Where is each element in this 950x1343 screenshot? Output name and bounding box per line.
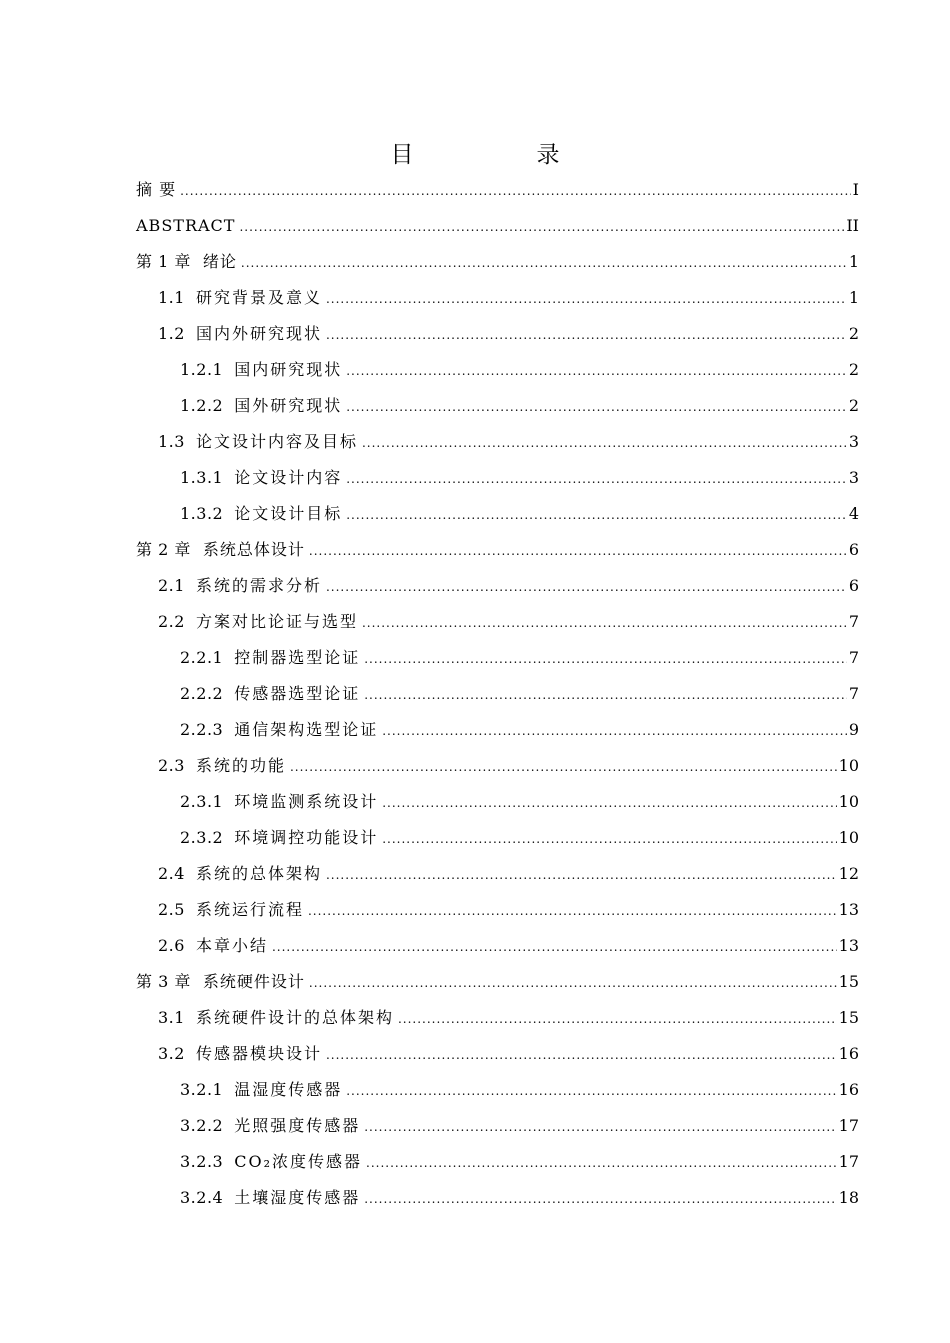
toc-entry[interactable]	[136, 1108, 859, 1144]
toc-entry-page-number: 13	[838, 900, 859, 919]
toc-entry-page-number: 7	[848, 684, 859, 703]
toc-entry-page-number: 16	[838, 1080, 859, 1099]
toc-entry-page-number: 18	[838, 1188, 859, 1207]
toc-entry-title: 系统总体设计	[202, 540, 305, 559]
dot-leader	[398, 1001, 837, 1037]
toc-entry[interactable]	[136, 208, 859, 244]
toc-entry-number: 1.2.1	[180, 360, 224, 379]
toc-entry-number: 2.4	[158, 864, 185, 883]
toc-entry-page-number: 17	[838, 1116, 859, 1135]
toc-entry-number: 1.3.1	[180, 468, 224, 487]
toc-entry-number: 2.2	[158, 612, 185, 631]
dot-leader	[382, 821, 836, 857]
toc-entry[interactable]	[136, 388, 859, 424]
toc-entry-title: 国外研究现状	[234, 396, 343, 415]
toc-entry-number: 2.3.1	[180, 792, 224, 811]
dot-leader	[364, 1109, 836, 1145]
toc-entry-number: 第 2 章	[136, 540, 191, 559]
toc-entry-number: 2.5	[158, 900, 185, 919]
toc-entry-title: 论文设计内容	[234, 468, 343, 487]
dot-leader	[346, 353, 847, 389]
toc-entry[interactable]	[136, 568, 859, 604]
dot-leader	[309, 533, 847, 569]
toc-entry-page-number: 2	[848, 324, 859, 343]
toc-entry[interactable]	[136, 280, 859, 316]
toc-entry-page-number: 2	[848, 360, 859, 379]
dot-leader	[326, 317, 847, 353]
toc-entry-page-number: 10	[838, 756, 859, 775]
dot-leader	[362, 605, 847, 641]
toc-entry-title: 环境调控功能设计	[234, 828, 379, 847]
dot-leader	[366, 1145, 837, 1181]
page-title: 目 录	[390, 142, 610, 168]
toc-entry-title: 系统硬件设计	[202, 972, 305, 991]
toc-entry[interactable]	[136, 532, 859, 568]
dot-leader	[346, 461, 847, 497]
dot-leader	[272, 929, 837, 965]
dot-leader	[326, 569, 847, 605]
toc-entry-number: 1.2.2	[180, 396, 224, 415]
toc-entry-title: 方案对比论证与选型	[195, 612, 358, 631]
toc-entry[interactable]	[136, 172, 859, 208]
toc-entry-number: 2.2.3	[180, 720, 224, 739]
toc-entry-title: 控制器选型论证	[234, 648, 361, 667]
toc-entry-title: 光照强度传感器	[234, 1116, 361, 1135]
toc-entry-title: 温湿度传感器	[234, 1080, 343, 1099]
toc-entry[interactable]	[136, 1072, 859, 1108]
toc-entry[interactable]	[136, 1000, 859, 1036]
toc-entry-title: 传感器模块设计	[195, 1044, 322, 1063]
toc-entry-number: 第 3 章	[136, 972, 191, 991]
toc-entry[interactable]	[136, 892, 859, 928]
toc-entry-title: 系统的功能	[195, 756, 286, 775]
toc-entry[interactable]	[136, 712, 859, 748]
dot-leader	[326, 281, 847, 317]
toc-entry-page-number: 2	[848, 396, 859, 415]
toc-entry[interactable]	[136, 244, 859, 280]
dot-leader	[364, 677, 847, 713]
toc-entry-page-number: 15	[838, 972, 859, 991]
toc-entry-number: 1.3.2	[180, 504, 224, 523]
toc-entry-page-number: 6	[848, 576, 859, 595]
toc-entry-title: 论文设计目标	[234, 504, 343, 523]
toc-entry-number: 3.1	[158, 1008, 185, 1027]
toc-entry-page-number: 7	[848, 612, 859, 631]
toc-entry-number: 1.3	[158, 432, 185, 451]
dot-leader	[346, 389, 847, 425]
toc-entry-page-number: 12	[838, 864, 859, 883]
toc-entry[interactable]	[136, 1144, 859, 1180]
toc-entry-title: 摘 要	[136, 180, 177, 199]
toc-entry-number: 2.3.2	[180, 828, 224, 847]
toc-entry-title: CO₂浓度传感器	[234, 1152, 362, 1171]
toc-entry-page-number: 17	[838, 1152, 859, 1171]
dot-leader	[382, 785, 836, 821]
toc-entry-title: 论文设计内容及目标	[195, 432, 358, 451]
toc-entry-title: 系统的需求分析	[195, 576, 322, 595]
toc-entry-title: 本章小结	[195, 936, 268, 955]
dot-leader	[309, 965, 837, 1001]
toc-entry-number: 第 1 章	[136, 252, 191, 271]
toc-entry-page-number: 10	[838, 792, 859, 811]
dot-leader	[180, 173, 851, 209]
toc-entry-page-number: 13	[838, 936, 859, 955]
toc-entry-number: 1.1	[158, 288, 185, 307]
toc-entry-title: 系统的总体架构	[195, 864, 322, 883]
toc-entry-title: 通信架构选型论证	[234, 720, 379, 739]
toc-entry-title: 系统硬件设计的总体架构	[195, 1008, 394, 1027]
toc-entry-page-number: 16	[838, 1044, 859, 1063]
toc-entry-title: 系统运行流程	[195, 900, 304, 919]
toc-entry-page-number: 10	[838, 828, 859, 847]
toc-entry[interactable]	[136, 1036, 859, 1072]
dot-leader	[364, 641, 847, 677]
toc-entry-number: 3.2	[158, 1044, 185, 1063]
toc-entry-number: 2.3	[158, 756, 185, 775]
toc-entry-title: 研究背景及意义	[195, 288, 322, 307]
toc-entry-page-number: 15	[838, 1008, 859, 1027]
toc-entry[interactable]	[136, 928, 859, 964]
toc-entry-page-number: I	[852, 180, 859, 199]
toc-entry-number: 3.2.2	[180, 1116, 224, 1135]
toc-entry[interactable]	[136, 964, 859, 1000]
toc-entry[interactable]	[136, 604, 859, 640]
dot-leader	[241, 245, 847, 281]
toc-entry-number: 2.6	[158, 936, 185, 955]
dot-leader	[362, 425, 847, 461]
dot-leader	[346, 1073, 836, 1109]
toc-entry-title: 土壤湿度传感器	[234, 1188, 361, 1207]
toc-entry-page-number: 6	[848, 540, 859, 559]
toc-entry[interactable]	[136, 676, 859, 712]
toc-entry-number: 2.2.2	[180, 684, 224, 703]
toc-entry-page-number: II	[846, 216, 859, 235]
toc-entry[interactable]	[136, 316, 859, 352]
toc-entry[interactable]	[136, 856, 859, 892]
toc-entry-page-number: 3	[848, 468, 859, 487]
toc-entry[interactable]	[136, 352, 859, 388]
toc-entry-number: 2.1	[158, 576, 185, 595]
toc-entry-page-number: 1	[848, 252, 859, 271]
toc-entry[interactable]	[136, 640, 859, 676]
toc-entry-number: 2.2.1	[180, 648, 224, 667]
dot-leader	[364, 1181, 836, 1217]
table-of-contents	[136, 172, 859, 1216]
toc-entry[interactable]	[136, 460, 859, 496]
toc-entry-title: ABSTRACT	[136, 216, 236, 235]
toc-entry-page-number: 3	[848, 432, 859, 451]
toc-entry-number: 3.2.3	[180, 1152, 224, 1171]
dot-leader	[346, 497, 847, 533]
toc-entry[interactable]	[136, 748, 859, 784]
toc-entry-page-number: 4	[848, 504, 859, 523]
toc-entry-number: 3.2.4	[180, 1188, 224, 1207]
toc-entry[interactable]	[136, 1180, 859, 1216]
toc-entry[interactable]	[136, 496, 859, 532]
dot-leader	[239, 209, 844, 245]
toc-entry[interactable]	[136, 424, 859, 460]
toc-entry-title: 国内外研究现状	[195, 324, 322, 343]
toc-entry[interactable]	[136, 784, 859, 820]
dot-leader	[290, 749, 837, 785]
toc-entry-page-number: 1	[848, 288, 859, 307]
toc-entry-title: 绪论	[202, 252, 237, 271]
toc-entry-page-number: 7	[848, 648, 859, 667]
toc-entry-number: 1.2	[158, 324, 185, 343]
toc-entry[interactable]	[136, 820, 859, 856]
dot-leader	[326, 857, 837, 893]
toc-entry-title: 环境监测系统设计	[234, 792, 379, 811]
dot-leader	[326, 1037, 837, 1073]
toc-entry-number: 3.2.1	[180, 1080, 224, 1099]
toc-entry-title: 国内研究现状	[234, 360, 343, 379]
toc-entry-page-number: 9	[848, 720, 859, 739]
dot-leader	[382, 713, 847, 749]
toc-entry-title: 传感器选型论证	[234, 684, 361, 703]
dot-leader	[308, 893, 837, 929]
